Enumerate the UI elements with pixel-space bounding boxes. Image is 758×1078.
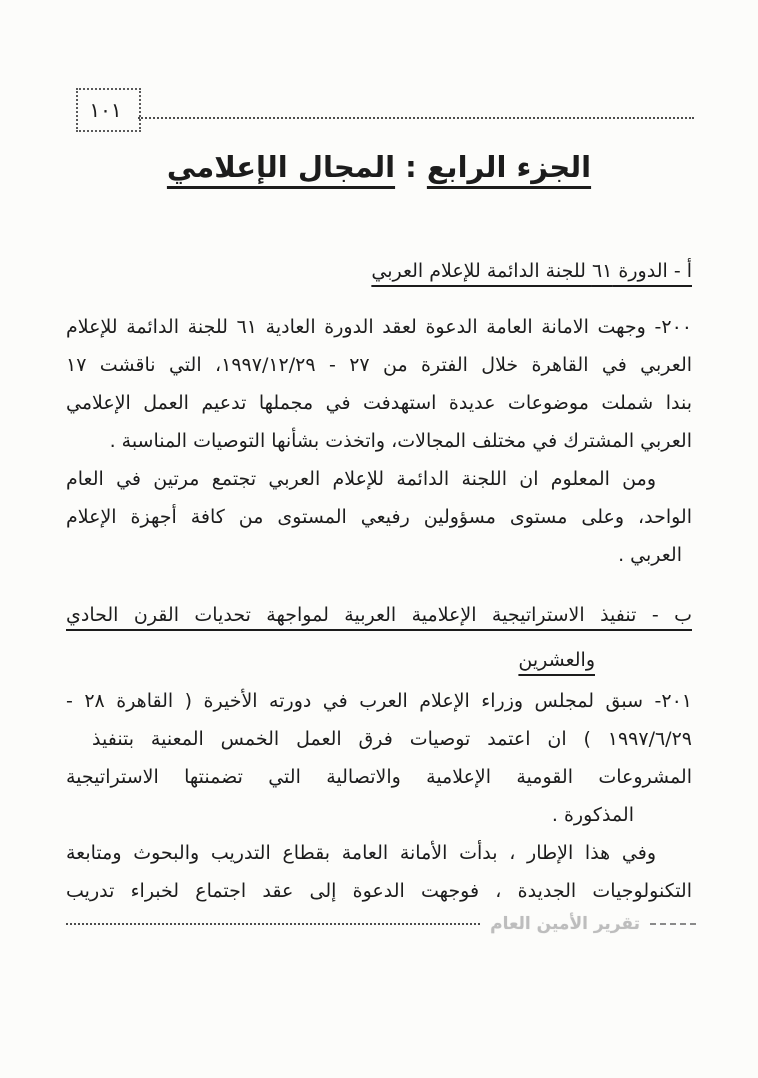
title-separator: :: [395, 150, 427, 184]
paragraph-201: [66, 682, 692, 834]
paragraph-line: العربي في القاهرة خلال الفترة من ٢٧ - ١٩٩٧/١٢/٢٩، التي ناقشت ١٧: [66, 354, 693, 376]
paragraph-line: المذكورة .: [551, 804, 634, 826]
page-number: ١٠١: [89, 98, 122, 122]
section-b-heading-line1: ب - تنفيذ الاستراتيجية الإعلامية العربية لمواجهة تحديات القرن الحادي: [66, 604, 692, 626]
paragraph-line: بندا شملت موضوعات عديدة استهدفت في مجملها تدعيم العمل الإعلامي: [66, 392, 692, 414]
header-divider: [138, 117, 694, 119]
page-footer: [66, 912, 696, 936]
title-part-section: الجزء الرابع: [426, 150, 592, 184]
paragraph-line: ومن المعلوم ان اللجنة الدائمة للإعلام العربي تجتمع مرتين في العام: [66, 468, 656, 490]
paragraph-200: [66, 308, 692, 460]
paragraph-line: العربي .: [618, 544, 682, 566]
section-b: [66, 596, 692, 679]
page-title: [40, 150, 718, 184]
paragraph-line: وفي هذا الإطار ، بدأت الأمانة العامة بقطاع التدريب والبحوث ومتابعة: [66, 842, 656, 864]
paragraph-line: ٢٠١- سبق لمجلس وزراء الإعلام العرب في دورته الأخيرة ( القاهرة ٢٨ -: [66, 690, 692, 712]
page-number-box: [76, 88, 141, 132]
section-a: [66, 252, 692, 290]
paragraph-line: العربي المشترك في مختلف المجالات، واتخذت بشأنها التوصيات المناسبة .: [109, 430, 692, 452]
section-b-heading-line2: والعشرين: [518, 649, 595, 671]
paragraph-line: التكنولوجيات الجديدة ، فوجهت الدعوة إلى عقد اجتماع لخبراء تدريب: [66, 880, 692, 902]
title-part-subject: المجال الإعلامي: [166, 150, 396, 184]
footer-dotted-rule: [66, 923, 480, 925]
footer-dash-rule: [650, 923, 696, 925]
paragraph-line: المشروعات القومية الإعلامية والاتصالية التي تضمنتها الاستراتيجية: [66, 766, 692, 788]
section-a-heading: أ - الدورة ٦١ للجنة الدائمة للإعلام العربي: [371, 260, 692, 282]
footer-note: تقرير الأمين العام: [490, 914, 640, 934]
paragraph-note-a: [66, 460, 692, 574]
paragraph-line: الواحد، وعلى مستوى مسؤولين رفيعي المستوى من كافة أجهزة الإعلام: [66, 506, 692, 528]
paragraph-note-b: [66, 834, 692, 910]
paragraph-line: ١٩٩٧/٦/٢٩ ) ان اعتمد توصيات فرق العمل الخمس المعنية بتنفيذ: [92, 728, 692, 750]
paragraph-line: ٢٠٠- وجهت الامانة العامة الدعوة لعقد الدورة العادية ٦١ للجنة الدائمة للإعلام: [66, 316, 692, 338]
